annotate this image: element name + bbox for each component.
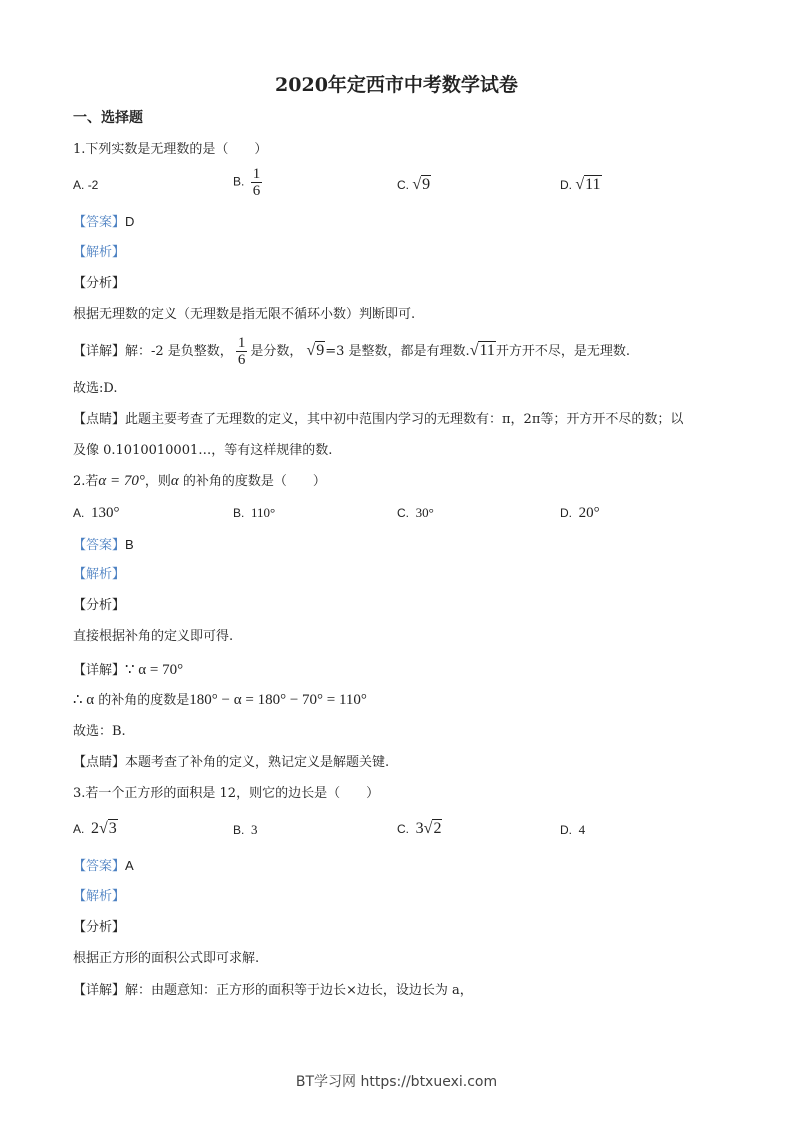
q1-fenxi-tag: 【分析】 [73, 276, 126, 291]
q3-option-a[interactable]: A. 2√3 [73, 820, 117, 837]
q1-option-c[interactable]: C. √9 [397, 176, 431, 193]
q2-choose: 故选：B. [73, 724, 126, 739]
section-heading: 一、选择题 [73, 110, 143, 126]
q3-detail: 【详解】解：由题意知：正方形的面积等于边长×边长，设边长为 a， [73, 983, 473, 998]
q3-analysis-tag: 【解析】 [73, 889, 126, 904]
q2-detail: 【详解】∵ α = 70° [73, 662, 184, 678]
q3-option-b[interactable]: B. 3 [233, 822, 258, 837]
page-title: 2020年定西市中考数学试卷 [275, 74, 518, 96]
q1-fenxi: 根据无理数的定义（无理数是指无限不循环小数）判断即可. [73, 307, 416, 322]
q2-therefore: ∴ α 的补角的度数是180° − α = 180° − 70° = 110° [73, 692, 367, 708]
q2-analysis-tag: 【解析】 [73, 567, 126, 582]
q3-option-c[interactable]: C. 3√2 [397, 820, 442, 837]
q3-fenxi: 根据正方形的面积公式即可求解. [73, 951, 260, 966]
q1-option-d[interactable]: D. √11 [560, 176, 601, 193]
q2-fenxi: 直接根据补角的定义即可得. [73, 629, 234, 644]
q1-detail: 【详解】解：-2 是负整数， $\frac{1}{6}$ 是分数， √9=3 是整数，都是有理数.√11开方开不尽，是无理数. [73, 335, 631, 368]
q1-option-a[interactable]: A. -2 [73, 178, 99, 192]
q3-fenxi-tag: 【分析】 [73, 920, 126, 935]
q3-stem: 3.若一个正方形的面积是 12，则它的边长是（ ） [73, 786, 380, 801]
q2-fenxi-tag: 【分析】 [73, 598, 126, 613]
q1-option-b[interactable]: B. $\frac{1}{6}$ [233, 166, 261, 199]
q1-note-cont: 及像 0.1010010001…，等有这样规律的数. [73, 443, 333, 458]
q3-answer: 【答案】A [73, 858, 134, 874]
q1-choose: 故选:D. [73, 381, 118, 396]
q2-option-a[interactable]: A. 130° [73, 505, 120, 521]
q1-analysis-tag: 【解析】 [73, 245, 126, 260]
q2-option-b[interactable]: B. 110° [233, 505, 276, 520]
footer-watermark[interactable]: BT学习网 https://btxuexi.com [295, 1074, 498, 1090]
q2-answer: 【答案】B [73, 537, 134, 553]
q2-note: 【点睛】本题考查了补角的定义，熟记定义是解题关键. [73, 755, 390, 770]
q2-stem: 2.若α = 70°，则α 的补角的度数是（ ） [73, 473, 326, 489]
q1-stem: 1.下列实数是无理数的是（ ） [73, 142, 268, 157]
q3-option-d[interactable]: D. 4 [560, 822, 586, 837]
q2-option-d[interactable]: D. 20° [560, 505, 600, 521]
q1-note: 【点睛】此题主要考查了无理数的定义，其中初中范围内学习的无理数有：π，2π等；开方开不尽的数；以 [73, 412, 684, 427]
q1-answer: 【答案】D [73, 214, 135, 230]
q2-option-c[interactable]: C. 30° [397, 505, 434, 520]
